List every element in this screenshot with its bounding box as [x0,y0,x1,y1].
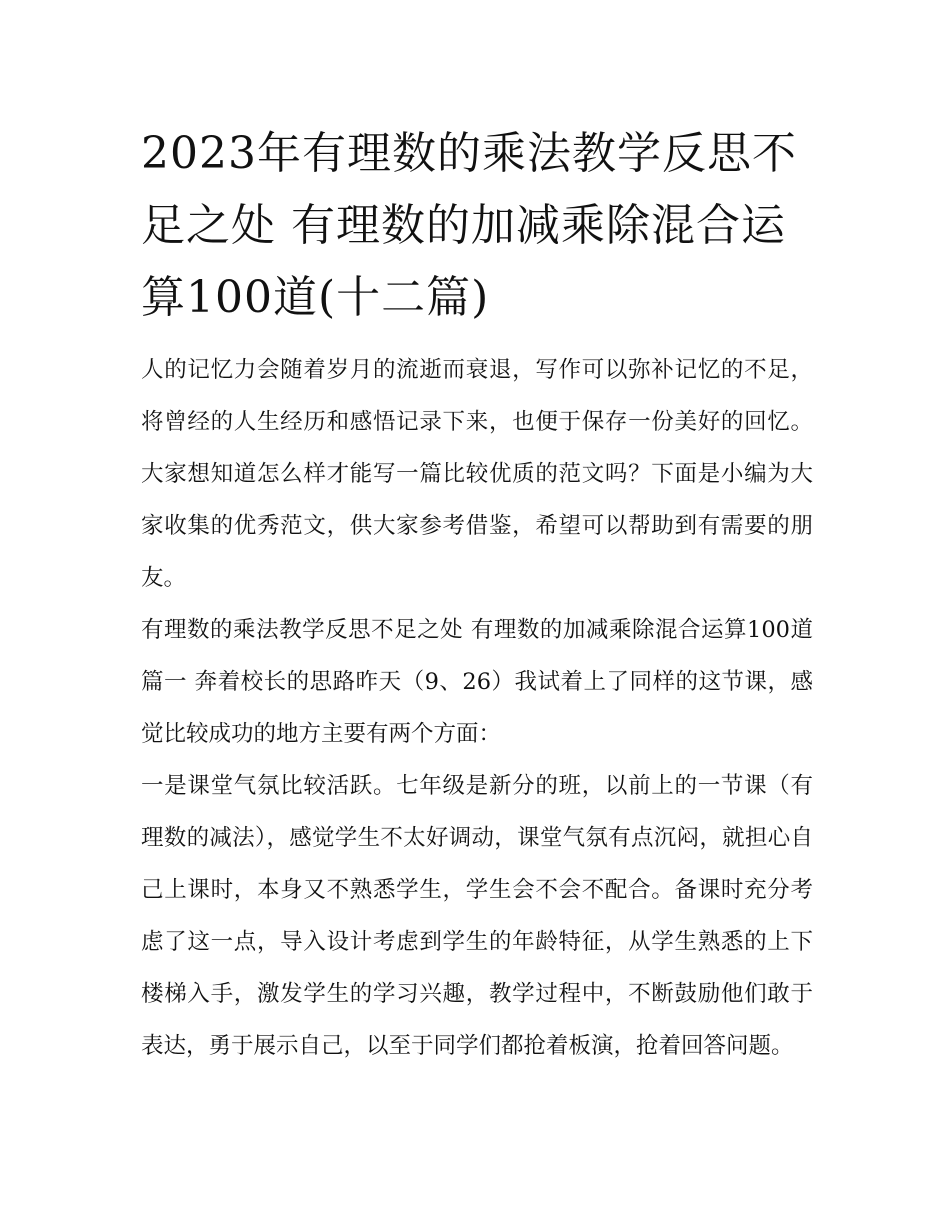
document-title [141,118,813,334]
document-title-text: 2023年有理数的乘法教学反思不足之处 有理数的加减乘除混合运算100道(十二篇) [141,128,797,323]
document-content [141,118,813,1072]
intro-paragraph: 人的记忆力会随着岁月的流逝而衰退，写作可以弥补记忆的不足，将曾经的人生经历和感悟记录下来，也便于保存一份美好的回忆。大家想知道怎么样才能写一篇比较优质的范文吗？下面是小编为大家收集的优秀范文，供大家参考借鉴，希望可以帮助到有需要的朋友。 [141,357,813,591]
body-paragraph: 一是课堂气氛比较活跃。七年级是新分的班，以前上的一节课（有理数的减法），感觉学生不太好调动，课堂气氛有点沉闷，就担心自己上课时，本身又不熟悉学生，学生会不会不配合。备课时充分考虑了这一点，导入设计考虑到学生的年龄特征，从学生熟悉的上下楼梯入手，激发学生的学习兴趣，教学过程中，不断鼓励他们敢于表达，勇于展示自己，以至于同学们都抢着板演，抢着回答问题。 [141,773,813,1059]
article-heading-paragraph: 有理数的乘法教学反思不足之处 有理数的加减乘除混合运算100道篇一 奔着校长的思路昨天（9、26）我试着上了同样的这节课，感觉比较成功的地方主要有两个方面： [141,617,813,747]
